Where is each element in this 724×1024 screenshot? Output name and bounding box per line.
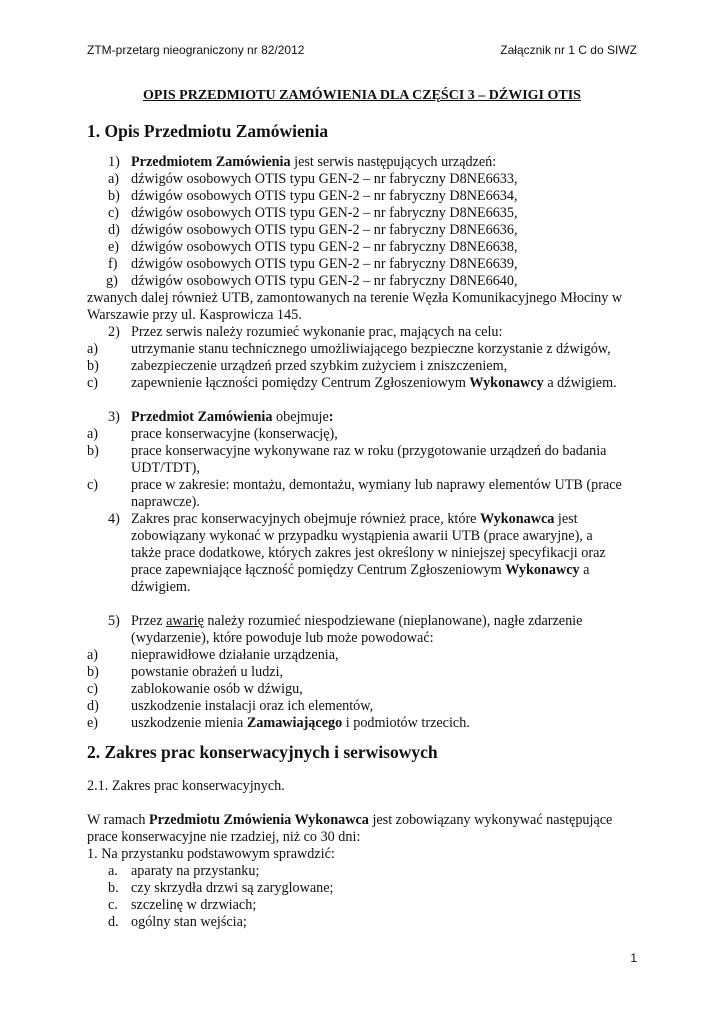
intro-text: prace konserwacyjne nie rzadziej, niż co 30 dni: — [87, 829, 361, 845]
header-left: ZTM-przetarg nieograniczony nr 82/2012 — [87, 43, 305, 57]
item-label: c) — [87, 681, 99, 697]
item-text: prace konserwacyjne wykonywane raz w roku (przygotowanie urządzeń do badania — [131, 443, 607, 459]
para1-rest: jest serwis następujących urządzeń: — [290, 154, 497, 170]
item-label: d. — [108, 914, 119, 930]
item-text: powstanie obrażeń u ludzi, — [131, 664, 284, 680]
item-label: c) — [87, 477, 99, 493]
item-label: d) — [108, 222, 120, 238]
item-text: uszkodzenie mienia — [131, 715, 247, 731]
section2-heading: 2. Zakres prac konserwacyjnych i serwisowych — [87, 742, 438, 762]
item-text: zablokowanie osób w dźwigu, — [131, 681, 303, 697]
para2-text: Przez serwis należy rozumieć wykonanie prac, mających na celu: — [131, 324, 503, 340]
item-label: c. — [108, 897, 118, 913]
item-text: dźwigów osobowych OTIS typu GEN-2 – nr fabryczny D8NE6639, — [131, 256, 518, 272]
item-text: dźwigów osobowych OTIS typu GEN-2 – nr fabryczny D8NE6633, — [131, 171, 518, 187]
para4-bold: Wykonawca — [480, 511, 555, 527]
item-text: dźwigów osobowych OTIS typu GEN-2 – nr fabryczny D8NE6640, — [131, 273, 518, 289]
para4-text: Zakres prac konserwacyjnych obejmuje również prace, które — [131, 511, 481, 527]
item-text: prace w zakresie: montażu, demontażu, wymiany lub naprawy elementów UTB (prace — [131, 477, 622, 493]
para1-bold: Przedmiotem Zamówienia — [131, 154, 291, 170]
item-label: a) — [87, 426, 99, 442]
para2-label: 2) — [108, 324, 120, 340]
item-text: prace konserwacyjne (konserwację), — [131, 426, 338, 442]
para4-text: także prace dodatkowe, których zakres jest określony w niniejszej specyfikacji oraz — [131, 545, 606, 561]
para5-text: (wydarzenie), które powoduje lub może powodować: — [131, 630, 434, 646]
para5-label: 5) — [108, 613, 120, 629]
item-label: d) — [87, 698, 99, 714]
para4-label: 4) — [108, 511, 120, 527]
item-label: e) — [108, 239, 120, 255]
intro-bold: Przedmiotu Zmówienia Wykonawca — [148, 812, 369, 828]
intro-text: W ramach — [87, 812, 149, 828]
point-text: 1. Na przystanku podstawowym sprawdzić: — [87, 846, 335, 862]
item-text: dźwigów osobowych OTIS typu GEN-2 – nr fabryczny D8NE6634, — [131, 188, 518, 204]
item-label: a) — [87, 341, 99, 357]
item-text: uszkodzenie instalacji oraz ich elementów, — [131, 698, 374, 714]
para3-rest: obejmuje — [272, 409, 329, 425]
header-right: Załącznik nr 1 C do SIWZ — [500, 43, 637, 57]
subsection-text: 2.1. Zakres prac konserwacyjnych. — [87, 778, 285, 794]
para4-text-end: jest — [554, 511, 578, 527]
item-bold: Zamawiającego — [246, 715, 343, 731]
item-text: czy skrzydła drzwi są zaryglowane; — [131, 880, 334, 896]
para4-bold: Wykonawcy — [505, 562, 580, 578]
item-text: UDT/TDT), — [131, 460, 200, 476]
item-label: a. — [108, 863, 118, 879]
para3-label: 3) — [108, 409, 120, 425]
item-text: dźwigów osobowych OTIS typu GEN-2 – nr fabryczny D8NE6636, — [131, 222, 518, 238]
para5-text: Przez — [131, 613, 167, 629]
para4-text-end: a — [579, 562, 590, 578]
item-text: utrzymanie stanu technicznego umożliwiającego bezpieczne korzystanie z dźwigów, — [131, 341, 611, 357]
item-text: ogólny stan wejścia; — [131, 914, 247, 930]
item-text-end: a dźwigiem. — [543, 375, 617, 391]
para5-underlined: awarię — [166, 613, 204, 629]
item-text: zabezpieczenie urządzeń przed szybkim zużyciem i zniszczeniem, — [131, 358, 508, 374]
item-text: naprawcze). — [131, 494, 200, 510]
item-text: szczelinę w drzwiach; — [131, 897, 257, 913]
item-label: g) — [106, 273, 118, 289]
called-line-2: Warszawie przy ul. Kasprowicza 145. — [87, 307, 302, 323]
item-label: f) — [108, 256, 118, 272]
item-label: a) — [108, 171, 120, 187]
item-label: a) — [87, 647, 99, 663]
document-title: OPIS PRZEDMIOTU ZAMÓWIENIA DLA CZĘŚCI 3 – DŹWIGI OTIS — [143, 88, 581, 103]
item-label: b) — [87, 358, 99, 374]
para3-bold: Przedmiot Zamówienia — [131, 409, 273, 425]
item-label: c) — [87, 375, 99, 391]
para1-label: 1) — [108, 154, 120, 170]
item-label: c) — [108, 205, 120, 221]
item-label: b. — [108, 880, 119, 896]
para4-text: dźwigiem. — [131, 579, 191, 595]
para3-colon: : — [328, 409, 334, 425]
item-text-end: i podmiotów trzecich. — [342, 715, 470, 731]
para4-text: prace zapewniające łączność pomiędzy Centrum Zgłoszeniowym — [131, 562, 506, 578]
intro-text-end: jest zobowiązany wykonywać następujące — [368, 812, 613, 828]
item-text: aparaty na przystanku; — [131, 863, 260, 879]
item-label: b) — [87, 664, 99, 680]
section1-heading: 1. Opis Przedmiotu Zamówienia — [87, 121, 329, 141]
para5-text-end: należy rozumieć niespodziewane (nieplanowane), nagłe zdarzenie — [203, 613, 583, 629]
item-label: e) — [87, 715, 99, 731]
called-line-1: zwanych dalej również UTB, zamontowanych na terenie Węzła Komunikacyjnego Młociny w — [87, 290, 623, 306]
item-label: b) — [108, 188, 120, 204]
item-text: dźwigów osobowych OTIS typu GEN-2 – nr fabryczny D8NE6635, — [131, 205, 518, 221]
item-text: dźwigów osobowych OTIS typu GEN-2 – nr fabryczny D8NE6638, — [131, 239, 518, 255]
item-label: b) — [87, 443, 99, 459]
page-number: 1 — [630, 951, 637, 965]
item-text: nieprawidłowe działanie urządzenia, — [131, 647, 339, 663]
item-bold: Wykonawcy — [469, 375, 544, 391]
item-text: zapewnienie łączności pomiędzy Centrum Zgłoszeniowym — [131, 375, 470, 391]
para4-text: zobowiązany wykonać w przypadku wystąpienia awarii UTB (prace awaryjne), a — [131, 528, 593, 544]
